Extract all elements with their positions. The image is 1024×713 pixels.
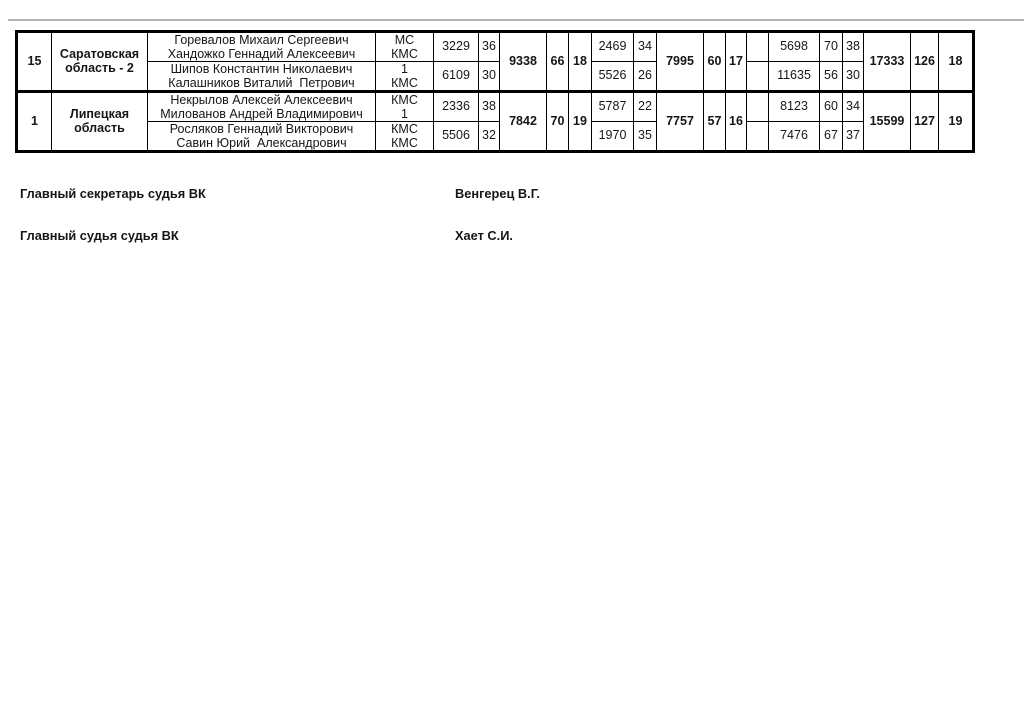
ex2-points-cell: 60: [704, 32, 726, 92]
team-region-cell: Саратовская область - 2: [52, 32, 148, 92]
ex1-score-cell: 3229: [434, 32, 479, 62]
spacer-cell: [747, 122, 769, 152]
ex3-b-cell: 38: [843, 32, 864, 62]
ex1-count-cell: 30: [479, 62, 500, 92]
ex3-b-cell: 34: [843, 92, 864, 122]
ex2-points-cell: 57: [704, 92, 726, 152]
athlete-rank: КМС: [391, 136, 418, 150]
final-place-cell: 18: [939, 32, 974, 92]
ex3-score-cell: 8123: [769, 92, 820, 122]
ex2-sum-cell: 7757: [657, 92, 704, 152]
ex1-score-cell: 5506: [434, 122, 479, 152]
ex3-a-cell: 67: [820, 122, 843, 152]
team-place-cell: 1: [17, 92, 52, 152]
spacer-cell: [747, 92, 769, 122]
athlete-rank: 1: [401, 107, 408, 121]
athlete-name: Хандожко Геннадий Алексеевич: [167, 47, 356, 61]
ex3-sum-cell: 15599: [864, 92, 911, 152]
results-table: [15, 30, 975, 153]
ex3-score-cell: 11635: [769, 62, 820, 92]
ex1-place-cell: 18: [569, 32, 592, 92]
athlete-rank: МС: [394, 33, 415, 47]
ex3-score-cell: 5698: [769, 32, 820, 62]
ex1-count-cell: 38: [479, 92, 500, 122]
ex1-points-cell: 70: [547, 92, 569, 152]
athlete-name: Росляков Геннадий Викторович: [169, 122, 354, 136]
athlete-rank: КМС: [391, 122, 418, 136]
total-points-cell: 127: [911, 92, 939, 152]
ex3-a-cell: 60: [820, 92, 843, 122]
pair-names-cell: [148, 122, 376, 152]
pair-names-cell: [148, 62, 376, 92]
ex1-sum-cell: 7842: [500, 92, 547, 152]
spacer-cell: [747, 32, 769, 62]
athlete-rank: КМС: [391, 93, 418, 107]
total-points-cell: 126: [911, 32, 939, 92]
ex2-count-cell: 22: [634, 92, 657, 122]
team-place-cell: 15: [17, 32, 52, 92]
ex2-score-cell: 5526: [592, 62, 634, 92]
ex1-sum-cell: 9338: [500, 32, 547, 92]
signature-row-secretary: [20, 186, 1000, 201]
spacer-cell: [747, 62, 769, 92]
ex1-place-cell: 19: [569, 92, 592, 152]
athlete-rank: 1: [401, 62, 408, 76]
ex2-place-cell: 16: [726, 92, 747, 152]
pair-ranks-cell: [376, 32, 434, 62]
athlete-name: Некрылов Алексей Алексеевич: [170, 93, 353, 107]
athlete-name: Шипов Константин Николаевич: [170, 62, 353, 76]
athlete-name: Савин Юрий Александрович: [176, 136, 347, 150]
ex2-sum-cell: 7995: [657, 32, 704, 92]
ex2-count-cell: 34: [634, 32, 657, 62]
pair-names-cell: [148, 32, 376, 62]
athlete-rank: КМС: [391, 47, 418, 61]
pair-ranks-cell: [376, 92, 434, 122]
ex3-b-cell: 30: [843, 62, 864, 92]
pair-names-cell: [148, 92, 376, 122]
ex2-count-cell: 35: [634, 122, 657, 152]
signature-title: Главный секретарь судья ВК: [20, 186, 206, 201]
ex3-score-cell: 7476: [769, 122, 820, 152]
ex2-place-cell: 17: [726, 32, 747, 92]
table-row: [17, 62, 974, 92]
athlete-rank: КМС: [391, 76, 418, 90]
ex2-score-cell: 2469: [592, 32, 634, 62]
team-row-group: [17, 92, 974, 152]
pair-ranks-cell: [376, 122, 434, 152]
ex1-score-cell: 2336: [434, 92, 479, 122]
table-row: [17, 32, 974, 62]
ex1-count-cell: 36: [479, 32, 500, 62]
ex1-points-cell: 66: [547, 32, 569, 92]
team-region-cell: Липецкая область: [52, 92, 148, 152]
signature-name: Хает С.И.: [455, 228, 513, 243]
final-place-cell: 19: [939, 92, 974, 152]
ex2-score-cell: 5787: [592, 92, 634, 122]
pair-ranks-cell: [376, 62, 434, 92]
team-row-group: [17, 32, 974, 92]
athlete-name: Горевалов Михаил Сергеевич: [174, 33, 349, 47]
ex2-score-cell: 1970: [592, 122, 634, 152]
ex3-a-cell: 70: [820, 32, 843, 62]
signature-row-chief-judge: [20, 228, 1000, 243]
ex3-sum-cell: 17333: [864, 32, 911, 92]
table-row: [17, 92, 974, 122]
athlete-name: Калашников Виталий Петрович: [168, 76, 355, 90]
table-row: [17, 122, 974, 152]
signature-title: Главный судья судья ВК: [20, 228, 179, 243]
ex3-b-cell: 37: [843, 122, 864, 152]
ex1-count-cell: 32: [479, 122, 500, 152]
ex2-count-cell: 26: [634, 62, 657, 92]
signature-name: Венгерец В.Г.: [455, 186, 540, 201]
ex1-score-cell: 6109: [434, 62, 479, 92]
ex3-a-cell: 56: [820, 62, 843, 92]
page-top-rule: [8, 19, 1024, 21]
athlete-name: Милованов Андрей Владимирович: [160, 107, 363, 121]
